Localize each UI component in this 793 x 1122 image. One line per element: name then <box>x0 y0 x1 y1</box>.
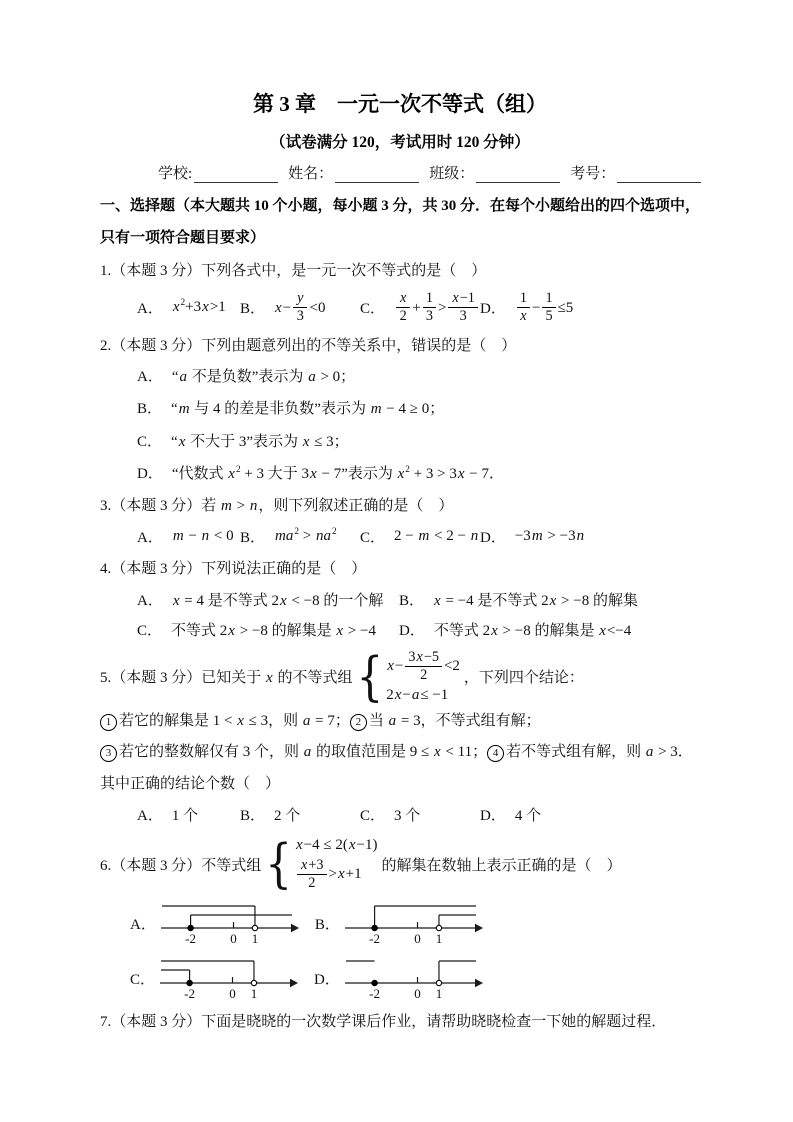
q6-option-b-label: B． <box>314 916 340 933</box>
svg-text:1: 1 <box>435 931 443 947</box>
class-field <box>429 162 560 183</box>
svg-text:-2: -2 <box>184 986 196 1002</box>
q1-option-c: C． $\frac{x}{2}$ + $\frac{1}{3}$ > $\frac{x-1}{3}$ <box>360 291 480 324</box>
q2-option-b: B． “m 与 4 的差是非负数”表示为 m − 4 ≥ 0； <box>137 401 445 418</box>
q3-option-a: A． m − n < 0 <box>137 527 234 546</box>
q5-system-row-2: 2 x − a ≤ −1 <box>386 686 449 703</box>
svg-text:-2: -2 <box>369 931 380 947</box>
q5-stem-after: ，下列四个结论： <box>463 670 584 687</box>
name-field <box>288 162 419 183</box>
q1-option-b: B． x− $\frac{y}{3}$ <0 <box>240 290 326 324</box>
q2-option-c: C． “x 不大于 3”表示为 x ≤ 3； <box>137 433 349 450</box>
page-content <box>100 88 700 1042</box>
q5-options <box>100 804 700 825</box>
q1-option-a: A． $x^2+3x>1$ <box>137 297 226 317</box>
q6-numberline-d <box>343 952 485 1004</box>
q3-option-d: D． −3m > −3n <box>480 527 585 546</box>
student-info-row <box>100 162 700 183</box>
q3-options <box>100 526 700 547</box>
q6-numberline-a <box>159 897 301 949</box>
q4-options <box>100 589 700 640</box>
exam-number-label: 考号： <box>570 166 616 182</box>
q2-stem: 2.（本题 3 分）下列由题意列出的不等关系中，错误的是（ ） <box>100 337 517 354</box>
q2-option-a: A． “a 不是负数”表示为 a > 0； <box>137 368 356 385</box>
q6-stem-before: 6.（本题 3 分）不等式组 <box>100 857 262 874</box>
exam-subtitle: （试卷满分 120，考试用时 120 分钟） <box>270 134 530 151</box>
school-label: 学校: <box>158 166 193 182</box>
q6-option-d-label: D． <box>314 971 340 988</box>
q5-option-b: B． 2 个 <box>240 808 301 825</box>
q6-numberline-b <box>343 897 485 949</box>
svg-text:-2: -2 <box>369 986 380 1002</box>
q5-question-line: 其中正确的结论个数（ ） <box>100 775 281 792</box>
q7-stem: 7.（本题 3 分）下面是晓晓的一次数学课后作业，请帮助晓晓检查一下她的解题过程． <box>100 1014 667 1031</box>
svg-text:0: 0 <box>414 986 421 1002</box>
q1-option-b-math: x− $\frac{y}{3}$ <0 <box>275 290 326 324</box>
q4-option-a: A． x = 4 是不等式 2x < −8 的一个解 <box>137 592 384 609</box>
q5-stem <box>100 645 700 707</box>
q3-option-c: C． 2 − m < 2 − n <box>360 527 479 546</box>
q5-system-row-1: x − $\frac{3x-5}{2}$ <2 <box>387 648 460 683</box>
q6-numberline-row-2 <box>100 952 700 1004</box>
svg-text:0: 0 <box>414 931 421 947</box>
q3-stem: 3.（本题 3 分）若 m > n，则下列叙述正确的是（ ） <box>100 497 454 514</box>
exam-title: 第 3 章 一元一次不等式（组） <box>253 92 547 116</box>
q3-option-b: B． $ma^2 > na^2$ <box>240 526 337 546</box>
q6-system-row-1: x −4 ≤ 2( x −1) <box>296 837 378 854</box>
q5-conclusions-1: 1 若它的解集是 1 < x ≤ 3，则 a = 7； 2 当 a = 3，不等式组有解； <box>100 710 700 733</box>
svg-text:1: 1 <box>435 986 443 1002</box>
q6-system-row-2: $\frac{x+3}{2}$ > x +1 <box>295 858 378 891</box>
class-blank <box>476 167 560 183</box>
q1-options <box>100 291 700 324</box>
class-label: 班级： <box>429 166 475 182</box>
q6-inequality-system <box>265 833 378 895</box>
q5-conclusions-2: 3 若它的整数解仅有 3 个，则 a 的取值范围是 9 ≤ x < 11； 4 若不等式组有解，则 a > 3． <box>100 741 700 764</box>
q6-numberline-row-1 <box>100 897 700 949</box>
q5-inequality-system <box>356 645 460 707</box>
q6-stem-after: 的解集在数轴上表示正确的是（ ） <box>381 857 622 874</box>
svg-text:0: 0 <box>230 931 237 947</box>
school-blank <box>194 167 278 183</box>
q4-option-c: C． 不等式 2x > −8 的解集是 x > −4 <box>137 622 376 639</box>
q1-option-d-math: $\frac{1}{x}$ − $\frac{1}{5}$ ≤5 <box>515 291 573 324</box>
q4-option-d: D． 不等式 2x > −8 的解集是 x<−4 <box>399 622 632 639</box>
q6-numberline-c <box>158 952 300 1004</box>
q6-option-c-label: C． <box>130 971 156 988</box>
q1-option-c-math: $\frac{x}{2}$ + $\frac{1}{3}$ > $\frac{x-1}{3}$ <box>394 291 480 324</box>
exam-number-blank <box>617 167 701 183</box>
q4-stem: 4.（本题 3 分）下列说法正确的是（ ） <box>100 560 367 577</box>
svg-text:1: 1 <box>251 931 259 947</box>
section-heading: 一、选择题（本大题共 10 个小题，每小题 3 分，共 30 分．在每个小题给出的四个选项中，只有一项符合题目要求） <box>100 198 701 246</box>
q5-stem-before: 5.（本题 3 分）已知关于 x 的不等式组 <box>100 670 353 687</box>
svg-text:1: 1 <box>250 986 258 1002</box>
name-label: 姓名： <box>288 166 334 182</box>
exam-number-field <box>570 162 701 183</box>
q6-stem <box>100 833 700 895</box>
q1-option-a-math: $x^2+3x>1$ <box>172 297 226 315</box>
q1-option-d: D． $\frac{1}{x}$ − $\frac{1}{5}$ ≤5 <box>480 290 574 324</box>
left-brace: { <box>265 833 292 895</box>
q4-option-b: B． x = −4 是不等式 2x > −8 的解集 <box>399 592 638 609</box>
q5-option-d: D． 4 个 <box>480 808 542 825</box>
q5-option-c: C． 3 个 <box>360 808 421 825</box>
q1-stem: 1.（本题 3 分）下列各式中，是一元一次不等式的是（ ） <box>100 263 487 279</box>
svg-text:-2: -2 <box>185 931 196 947</box>
q2-option-d: D． “代数式 $x^2 + 3$ 大于 3x − 7”表示为 $x^2 + 3 > 3x - 7$． <box>137 465 504 483</box>
school-field <box>158 162 278 183</box>
name-blank <box>335 167 419 183</box>
q6-option-a-label: A． <box>130 916 156 933</box>
q5-option-a: A． 1 个 <box>137 808 199 825</box>
svg-text:0: 0 <box>229 986 236 1002</box>
left-brace: { <box>356 645 384 707</box>
